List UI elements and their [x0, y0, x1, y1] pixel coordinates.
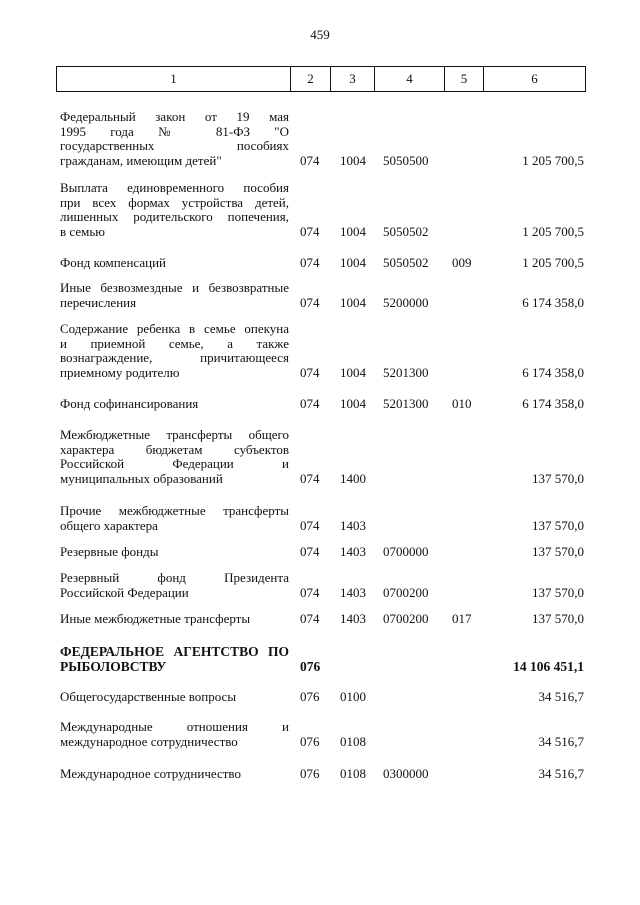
row-cell-c2: 074 [300, 255, 320, 270]
row-name [60, 256, 289, 271]
row-cell-c3: 1403 [340, 517, 366, 533]
row-name [60, 397, 289, 412]
row-cell-c6: 1 205 700,5 [522, 223, 584, 239]
row-cell-c3: 0100 [340, 689, 366, 704]
row-name-line: Резервный фонд Президента [60, 570, 289, 585]
row-name [60, 545, 289, 560]
row-cell-c2: 074 [300, 396, 320, 411]
row-name [60, 720, 289, 749]
row-cell-c3: 1403 [340, 544, 366, 559]
row-name-line: Выплата единовременного пособия [60, 180, 289, 195]
row-cell-c3: 1403 [340, 611, 366, 626]
row-cell-c4: 5050502 [383, 223, 429, 239]
row-name-line: Иные безвозмездные и безвозвратные [60, 280, 289, 295]
row-name-line: Общегосударственные вопросы [60, 689, 237, 704]
table-row [0, 397, 640, 412]
row-name-line: Содержание ребенка в семье опекуна [60, 321, 289, 336]
row-cell-c6: 34 516,7 [538, 689, 584, 704]
row-cell-c3: 1004 [340, 152, 366, 168]
table-row [0, 612, 640, 627]
row-cell-c3: 1004 [340, 223, 366, 239]
row-cell-c4: 5050500 [383, 152, 429, 168]
row-name [60, 690, 289, 705]
row-name-line: Фонд софинансирования [60, 396, 199, 411]
table-row [0, 690, 640, 705]
column-header-3: 3 [331, 67, 375, 92]
row-cell-c4: 5050502 [383, 255, 429, 270]
row-cell-c6: 137 570,0 [532, 470, 584, 486]
row-name-line: Федеральный закон от 19 мая [60, 109, 289, 124]
table-row [0, 281, 640, 310]
row-name-line: Международные отношения и [60, 719, 289, 734]
column-header-4: 4 [375, 67, 445, 92]
table-row [0, 181, 640, 239]
row-cell-c6: 6 174 358,0 [522, 294, 584, 310]
row-cell-c2: 074 [300, 611, 320, 626]
row-name-line: ФЕДЕРАЛЬНОЕ АГЕНТСТВО ПО [60, 644, 289, 659]
row-name-line: международное сотрудничество [60, 733, 238, 749]
row-cell-c2: 076 [300, 733, 320, 749]
row-name-line: РЫБОЛОВСТВУ [60, 658, 167, 674]
row-cell-c4: 0700200 [383, 584, 429, 600]
column-header-6: 6 [484, 67, 586, 92]
row-name [60, 110, 289, 168]
row-name [60, 281, 289, 310]
row-cell-c3: 1004 [340, 396, 366, 411]
row-cell-c5: 009 [452, 255, 472, 270]
table-row [0, 322, 640, 380]
row-cell-c2: 076 [300, 658, 321, 674]
row-cell-c6: 34 516,7 [538, 766, 584, 781]
column-header-1: 1 [57, 67, 291, 92]
row-name [60, 645, 289, 674]
row-cell-c3: 0108 [340, 766, 366, 781]
row-cell-c3: 1004 [340, 364, 366, 380]
row-cell-c6: 137 570,0 [532, 544, 584, 559]
row-cell-c6: 137 570,0 [532, 611, 584, 626]
row-name [60, 571, 289, 600]
table-row [0, 504, 640, 533]
row-cell-c6: 34 516,7 [538, 733, 584, 749]
row-cell-c6: 6 174 358,0 [522, 396, 584, 411]
row-name-line: Российской Федерации и [60, 456, 289, 471]
row-cell-c2: 074 [300, 152, 320, 168]
row-name-line: 1995 года № 81-ФЗ "О [60, 123, 289, 139]
row-cell-c5: 010 [452, 396, 472, 411]
row-name-line: Резервные фонды [60, 544, 159, 559]
row-name-line: общего характера [60, 517, 158, 533]
row-name [60, 504, 289, 533]
row-cell-c4: 5201300 [383, 364, 429, 380]
row-name-line: Межбюджетные трансферты общего [60, 427, 289, 442]
row-cell-c6: 137 570,0 [532, 584, 584, 600]
row-cell-c3: 1004 [340, 294, 366, 310]
row-cell-c2: 074 [300, 517, 320, 533]
column-header-table [56, 66, 586, 92]
table-row [0, 545, 640, 560]
row-cell-c4: 5200000 [383, 294, 429, 310]
row-cell-c6: 6 174 358,0 [522, 364, 584, 380]
row-cell-c4: 5201300 [383, 396, 429, 411]
table-row [0, 256, 640, 271]
row-name [60, 612, 289, 627]
row-cell-c5: 017 [452, 611, 472, 626]
row-cell-c3: 1400 [340, 470, 366, 486]
row-name-line: характера бюджетам субъектов [60, 441, 289, 457]
row-name-line: вознаграждение, причитающееся [60, 350, 289, 365]
table-row [0, 428, 640, 486]
row-cell-c2: 074 [300, 223, 320, 239]
row-name-line: Прочие межбюджетные трансферты [60, 503, 289, 518]
table-row [0, 110, 640, 168]
row-cell-c2: 076 [300, 689, 320, 704]
row-cell-c4: 0300000 [383, 766, 429, 781]
row-cell-c2: 074 [300, 584, 320, 600]
row-name-line: гражданам, имеющим детей" [60, 152, 222, 168]
row-name [60, 767, 289, 782]
row-name-line: при всех формах устройства детей, [60, 194, 289, 210]
page-number: 459 [310, 27, 330, 42]
row-cell-c2: 076 [300, 766, 320, 781]
table-row [0, 720, 640, 749]
row-name-line: приемному родителю [60, 364, 180, 380]
row-name-line: муниципальных образований [60, 470, 223, 486]
row-cell-c6: 14 106 451,1 [513, 658, 584, 674]
row-cell-c6: 1 205 700,5 [522, 255, 584, 270]
row-cell-c6: 1 205 700,5 [522, 152, 584, 168]
row-cell-c4: 0700200 [383, 611, 429, 626]
row-name-line: и приемной семье, а также [60, 335, 289, 351]
row-cell-c2: 074 [300, 364, 320, 380]
table-row [0, 571, 640, 600]
row-name [60, 428, 289, 486]
row-cell-c2: 074 [300, 470, 320, 486]
row-cell-c3: 1004 [340, 255, 366, 270]
row-cell-c4: 0700000 [383, 544, 429, 559]
table-row [0, 645, 640, 674]
row-cell-c2: 074 [300, 294, 320, 310]
row-name-line: Международное сотрудничество [60, 766, 241, 781]
row-name-line: государственных пособиях [60, 138, 289, 153]
row-name-line: в семью [60, 223, 105, 239]
row-name-line: перечисления [60, 294, 137, 310]
row-name-line: Иные межбюджетные трансферты [60, 611, 251, 626]
row-name-line: Российской Федерации [60, 584, 189, 600]
column-header-row [57, 67, 586, 92]
row-cell-c2: 074 [300, 544, 320, 559]
row-cell-c3: 0108 [340, 733, 366, 749]
row-name [60, 181, 289, 239]
row-name [60, 322, 289, 380]
row-cell-c3: 1403 [340, 584, 366, 600]
row-name-line: лишенных родительского попечения, [60, 209, 289, 224]
row-cell-c6: 137 570,0 [532, 517, 584, 533]
row-name-line: Фонд компенсаций [60, 255, 166, 270]
table-row [0, 767, 640, 782]
column-header-5: 5 [445, 67, 484, 92]
column-header-2: 2 [291, 67, 331, 92]
